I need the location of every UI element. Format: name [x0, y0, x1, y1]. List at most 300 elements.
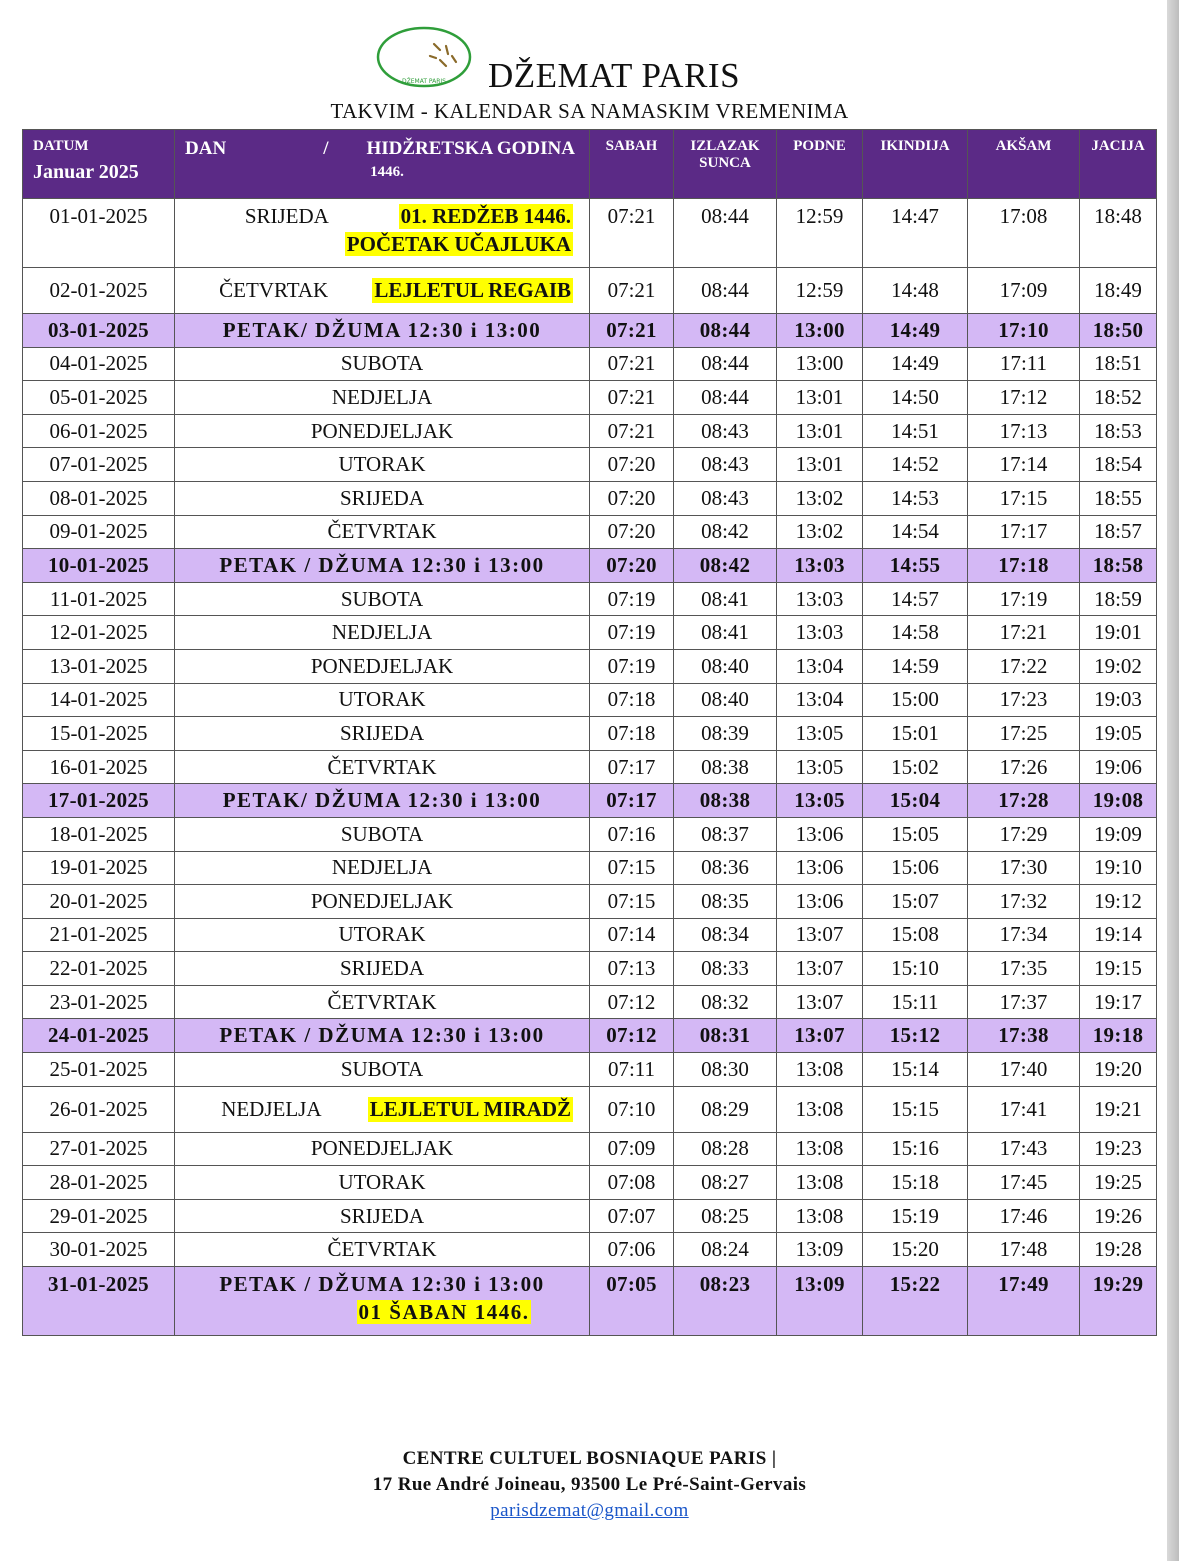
cell-date: 14-01-2025	[23, 683, 175, 717]
day-name: UTORAK	[338, 1170, 426, 1195]
cell-izlazak-sunca: 08:30	[674, 1053, 777, 1087]
cell-ikindija: 15:04	[863, 784, 968, 818]
cell-jacija: 19:23	[1080, 1132, 1157, 1166]
cell-aksam: 17:15	[968, 481, 1080, 515]
day-name: PETAK/ DŽUMA 12:30 i 13:00	[222, 788, 542, 813]
cell-sabah: 07:12	[590, 985, 674, 1019]
cell-aksam: 17:34	[968, 918, 1080, 952]
cell-aksam: 17:14	[968, 448, 1080, 482]
day-name: PONEDJELJAK	[310, 1136, 454, 1161]
cell-day	[175, 549, 590, 583]
cell-podne: 13:08	[777, 1053, 863, 1087]
cell-sabah: 07:08	[590, 1166, 674, 1200]
cell-jacija: 18:57	[1080, 515, 1157, 549]
cell-izlazak-sunca: 08:43	[674, 414, 777, 448]
cell-izlazak-sunca: 08:43	[674, 448, 777, 482]
day-name: SRIJEDA	[244, 204, 329, 228]
cell-aksam: 17:40	[968, 1053, 1080, 1087]
cell-podne: 13:05	[777, 750, 863, 784]
cell-izlazak-sunca: 08:43	[674, 481, 777, 515]
cell-day	[175, 985, 590, 1019]
day-name: ČETVRTAK	[327, 989, 437, 1014]
cell-izlazak-sunca: 08:27	[674, 1166, 777, 1200]
cell-ikindija: 15:07	[863, 885, 968, 919]
cell-date: 22-01-2025	[23, 952, 175, 986]
cell-day	[175, 414, 590, 448]
cell-jacija: 19:15	[1080, 952, 1157, 986]
cell-aksam: 17:19	[968, 582, 1080, 616]
cell-ikindija: 15:20	[863, 1233, 968, 1267]
table-row	[23, 784, 1157, 818]
day-name: ČETVRTAK	[327, 1237, 437, 1262]
event-note-2: POČETAK UČAJLUKA	[346, 232, 571, 256]
cell-date: 23-01-2025	[23, 985, 175, 1019]
cell-izlazak-sunca: 08:25	[674, 1199, 777, 1233]
cell-day	[175, 885, 590, 919]
table-row	[23, 616, 1157, 650]
cell-podne: 13:06	[777, 885, 863, 919]
cell-izlazak-sunca: 08:41	[674, 616, 777, 650]
cell-jacija: 19:21	[1080, 1086, 1157, 1132]
cell-izlazak-sunca: 08:35	[674, 885, 777, 919]
cell-izlazak-sunca: 08:41	[674, 582, 777, 616]
cell-sabah: 07:20	[590, 549, 674, 583]
cell-jacija: 19:08	[1080, 784, 1157, 818]
cell-ikindija: 14:52	[863, 448, 968, 482]
cell-day	[175, 199, 590, 268]
cell-sabah: 07:21	[590, 268, 674, 314]
day-name: PETAK / DŽUMA 12:30 i 13:00	[219, 552, 545, 577]
cell-date: 15-01-2025	[23, 717, 175, 751]
cell-ikindija: 14:59	[863, 649, 968, 683]
cell-ikindija: 14:55	[863, 549, 968, 583]
table-row	[23, 199, 1157, 268]
cell-sabah: 07:18	[590, 683, 674, 717]
cell-date: 05-01-2025	[23, 381, 175, 415]
cell-ikindija: 14:57	[863, 582, 968, 616]
day-name: SUBOTA	[340, 1056, 424, 1081]
cell-date: 26-01-2025	[23, 1086, 175, 1132]
cell-date: 09-01-2025	[23, 515, 175, 549]
table-row	[23, 414, 1157, 448]
cell-day	[175, 918, 590, 952]
cell-jacija: 18:48	[1080, 199, 1157, 268]
col-dan	[175, 130, 590, 199]
cell-ikindija: 14:49	[863, 347, 968, 381]
cell-sabah: 07:21	[590, 199, 674, 268]
cell-izlazak-sunca: 08:24	[674, 1233, 777, 1267]
cell-day	[175, 784, 590, 818]
day-name: PETAK / DŽUMA 12:30 i 13:00	[219, 1272, 545, 1297]
table-row	[23, 649, 1157, 683]
cell-date: 27-01-2025	[23, 1132, 175, 1166]
cell-sabah: 07:10	[590, 1086, 674, 1132]
table-row	[23, 1166, 1157, 1200]
cell-jacija: 18:51	[1080, 347, 1157, 381]
cell-podne: 13:02	[777, 515, 863, 549]
cell-jacija: 19:17	[1080, 985, 1157, 1019]
cell-day	[175, 314, 590, 348]
cell-aksam: 17:18	[968, 549, 1080, 583]
cell-date: 21-01-2025	[23, 918, 175, 952]
cell-day	[175, 515, 590, 549]
cell-izlazak-sunca: 08:40	[674, 649, 777, 683]
event-note: LEJLETUL REGAIB	[374, 278, 571, 302]
cell-aksam: 17:17	[968, 515, 1080, 549]
cell-sabah: 07:21	[590, 381, 674, 415]
day-name: PONEDJELJAK	[310, 418, 454, 443]
cell-date: 08-01-2025	[23, 481, 175, 515]
cell-day	[175, 1132, 590, 1166]
cell-sabah: 07:09	[590, 1132, 674, 1166]
cell-podne: 13:00	[777, 314, 863, 348]
cell-jacija: 18:53	[1080, 414, 1157, 448]
cell-izlazak-sunca: 08:28	[674, 1132, 777, 1166]
day-name: ČETVRTAK	[327, 754, 437, 779]
table-row	[23, 985, 1157, 1019]
table-row	[23, 683, 1157, 717]
cell-sabah: 07:20	[590, 515, 674, 549]
cell-sabah: 07:21	[590, 347, 674, 381]
cell-date: 02-01-2025	[23, 268, 175, 314]
cell-ikindija: 15:02	[863, 750, 968, 784]
cell-day	[175, 952, 590, 986]
cell-date: 28-01-2025	[23, 1166, 175, 1200]
cell-izlazak-sunca: 08:44	[674, 268, 777, 314]
col-sabah: SABAH	[590, 130, 674, 199]
cell-podne: 13:01	[777, 414, 863, 448]
cell-ikindija: 15:14	[863, 1053, 968, 1087]
cell-jacija: 19:28	[1080, 1233, 1157, 1267]
cell-ikindija: 14:58	[863, 616, 968, 650]
cell-ikindija: 15:15	[863, 1086, 968, 1132]
cell-ikindija: 15:12	[863, 1019, 968, 1053]
event-note: LEJLETUL MIRADŽ	[369, 1096, 571, 1121]
cell-sabah: 07:14	[590, 918, 674, 952]
cell-ikindija: 14:51	[863, 414, 968, 448]
day-name: NEDJELJA	[221, 1096, 322, 1121]
table-row	[23, 1132, 1157, 1166]
day-name: PETAK/ DŽUMA 12:30 i 13:00	[222, 317, 542, 342]
cell-izlazak-sunca: 08:40	[674, 683, 777, 717]
col-aksam: AKŠAM	[968, 130, 1080, 199]
cell-podne: 13:07	[777, 952, 863, 986]
cell-date: 19-01-2025	[23, 851, 175, 885]
cell-jacija: 18:49	[1080, 268, 1157, 314]
cell-aksam: 17:46	[968, 1199, 1080, 1233]
cell-jacija: 18:55	[1080, 481, 1157, 515]
col-jacija: JACIJA	[1080, 130, 1157, 199]
cell-podne: 13:03	[777, 549, 863, 583]
table-row	[23, 381, 1157, 415]
cell-sabah: 07:13	[590, 952, 674, 986]
cell-date: 07-01-2025	[23, 448, 175, 482]
cell-podne: 13:08	[777, 1132, 863, 1166]
cell-ikindija: 14:49	[863, 314, 968, 348]
day-name: SRIJEDA	[339, 485, 424, 510]
cell-ikindija: 15:18	[863, 1166, 968, 1200]
cell-ikindija: 14:50	[863, 381, 968, 415]
cell-jacija: 19:02	[1080, 649, 1157, 683]
day-name: ČETVRTAK	[219, 278, 329, 302]
cell-date: 01-01-2025	[23, 199, 175, 268]
cell-date: 25-01-2025	[23, 1053, 175, 1087]
cell-aksam: 17:28	[968, 784, 1080, 818]
cell-day	[175, 683, 590, 717]
hijri-year: 1446.	[370, 164, 404, 180]
cell-day	[175, 1053, 590, 1087]
cell-podne: 13:00	[777, 347, 863, 381]
cell-day	[175, 381, 590, 415]
cell-aksam: 17:22	[968, 649, 1080, 683]
cell-izlazak-sunca: 08:34	[674, 918, 777, 952]
cell-sabah: 07:19	[590, 582, 674, 616]
cell-ikindija: 15:10	[863, 952, 968, 986]
cell-ikindija: 14:53	[863, 481, 968, 515]
cell-aksam: 17:13	[968, 414, 1080, 448]
cell-sabah: 07:20	[590, 448, 674, 482]
day-name: SRIJEDA	[339, 1203, 424, 1228]
table-row	[23, 1086, 1157, 1132]
table-row	[23, 314, 1157, 348]
cell-izlazak-sunca: 08:23	[674, 1267, 777, 1336]
cell-podne: 13:03	[777, 616, 863, 650]
cell-jacija: 18:50	[1080, 314, 1157, 348]
cell-podne: 13:05	[777, 717, 863, 751]
logo-text: DŽEMAT PARIS	[402, 78, 446, 85]
day-name: NEDJELJA	[331, 620, 433, 645]
cell-date: 16-01-2025	[23, 750, 175, 784]
cell-izlazak-sunca: 08:31	[674, 1019, 777, 1053]
cell-date: 18-01-2025	[23, 817, 175, 851]
cell-jacija: 19:05	[1080, 717, 1157, 751]
table-row	[23, 885, 1157, 919]
cell-day	[175, 1086, 590, 1132]
table-row	[23, 1019, 1157, 1053]
cell-sabah: 07:05	[590, 1267, 674, 1336]
cell-sabah: 07:15	[590, 851, 674, 885]
cell-day	[175, 1267, 590, 1336]
footer-email-link[interactable]: parisdzemat@gmail.com	[490, 1500, 689, 1521]
day-name: NEDJELJA	[331, 855, 433, 880]
table-row	[23, 750, 1157, 784]
event-note: 01 ŠABAN 1446.	[358, 1300, 530, 1325]
cell-podne: 13:09	[777, 1267, 863, 1336]
cell-date: 17-01-2025	[23, 784, 175, 818]
table-row	[23, 515, 1157, 549]
prayer-times-table	[22, 129, 1157, 1336]
footer	[0, 1446, 1179, 1524]
cell-day	[175, 1166, 590, 1200]
footer-org: CENTRE CULTUEL BOSNIAQUE PARIS |	[402, 1448, 777, 1469]
day-name: PONEDJELJAK	[310, 888, 454, 913]
cell-podne: 13:07	[777, 1019, 863, 1053]
cell-izlazak-sunca: 08:44	[674, 381, 777, 415]
cell-izlazak-sunca: 08:42	[674, 515, 777, 549]
table-row	[23, 918, 1157, 952]
cell-podne: 13:02	[777, 481, 863, 515]
cell-izlazak-sunca: 08:39	[674, 717, 777, 751]
cell-aksam: 17:26	[968, 750, 1080, 784]
cell-ikindija: 15:19	[863, 1199, 968, 1233]
table-row	[23, 851, 1157, 885]
day-name: SRIJEDA	[339, 720, 424, 745]
day-name: SUBOTA	[340, 821, 424, 846]
footer-address: 17 Rue André Joineau, 93500 Le Pré-Saint-Gervais	[372, 1474, 807, 1495]
cell-izlazak-sunca: 08:33	[674, 952, 777, 986]
page-subtitle: TAKVIM - KALENDAR SA NAMASKIM VREMENIMA	[330, 99, 849, 123]
cell-date: 13-01-2025	[23, 649, 175, 683]
cell-date: 30-01-2025	[23, 1233, 175, 1267]
day-name: SUBOTA	[340, 351, 424, 376]
col-ikindija: IKINDIJA	[863, 130, 968, 199]
cell-podne: 13:09	[777, 1233, 863, 1267]
cell-sabah: 07:21	[590, 314, 674, 348]
cell-podne: 13:04	[777, 649, 863, 683]
cell-podne: 13:08	[777, 1199, 863, 1233]
col-izlazak-sunca: IZLAZAK SUNCA	[674, 130, 777, 199]
cell-izlazak-sunca: 08:37	[674, 817, 777, 851]
cell-ikindija: 15:00	[863, 683, 968, 717]
table-header-row	[23, 130, 1157, 199]
cell-date: 03-01-2025	[23, 314, 175, 348]
cell-date: 04-01-2025	[23, 347, 175, 381]
cell-aksam: 17:38	[968, 1019, 1080, 1053]
cell-aksam: 17:41	[968, 1086, 1080, 1132]
cell-date: 29-01-2025	[23, 1199, 175, 1233]
dzemat-logo	[376, 26, 472, 88]
page-edge-shadow	[1167, 0, 1179, 1561]
cell-podne: 13:08	[777, 1086, 863, 1132]
cell-ikindija: 15:22	[863, 1267, 968, 1336]
cell-jacija: 19:09	[1080, 817, 1157, 851]
cell-jacija: 19:25	[1080, 1166, 1157, 1200]
col-hijri-label	[323, 138, 575, 160]
cell-aksam: 17:09	[968, 268, 1080, 314]
cell-jacija: 19:03	[1080, 683, 1157, 717]
month-label: Januar 2025	[33, 161, 139, 183]
cell-podne: 13:04	[777, 683, 863, 717]
cell-day	[175, 268, 590, 314]
cell-sabah: 07:19	[590, 616, 674, 650]
cell-ikindija: 15:05	[863, 817, 968, 851]
cell-jacija: 19:18	[1080, 1019, 1157, 1053]
cell-sabah: 07:06	[590, 1233, 674, 1267]
cell-day	[175, 448, 590, 482]
cell-sabah: 07:15	[590, 885, 674, 919]
cell-jacija: 19:20	[1080, 1053, 1157, 1087]
day-name: SRIJEDA	[339, 956, 424, 981]
cell-izlazak-sunca: 08:38	[674, 784, 777, 818]
day-name: PETAK / DŽUMA 12:30 i 13:00	[219, 1023, 545, 1048]
day-name: UTORAK	[338, 687, 426, 712]
cell-jacija: 19:26	[1080, 1199, 1157, 1233]
col-dan-label: DAN	[185, 138, 227, 159]
cell-sabah: 07:11	[590, 1053, 674, 1087]
table-row	[23, 1199, 1157, 1233]
cell-podne: 12:59	[777, 268, 863, 314]
cell-day	[175, 1233, 590, 1267]
cell-sabah: 07:17	[590, 750, 674, 784]
cell-sabah: 07:12	[590, 1019, 674, 1053]
cell-day	[175, 817, 590, 851]
cell-aksam: 17:43	[968, 1132, 1080, 1166]
table-row	[23, 582, 1157, 616]
cell-date: 20-01-2025	[23, 885, 175, 919]
cell-ikindija: 14:54	[863, 515, 968, 549]
day-name: PONEDJELJAK	[310, 653, 454, 678]
cell-jacija: 19:06	[1080, 750, 1157, 784]
cell-sabah: 07:07	[590, 1199, 674, 1233]
cell-jacija: 19:14	[1080, 918, 1157, 952]
cell-aksam: 17:25	[968, 717, 1080, 751]
table-row	[23, 347, 1157, 381]
table-row	[23, 1233, 1157, 1267]
cell-podne: 13:08	[777, 1166, 863, 1200]
day-name: UTORAK	[338, 452, 426, 477]
cell-ikindija: 15:06	[863, 851, 968, 885]
cell-aksam: 17:37	[968, 985, 1080, 1019]
table-row	[23, 448, 1157, 482]
cell-podne: 13:07	[777, 985, 863, 1019]
org-title: DŽEMAT PARIS	[488, 56, 741, 95]
cell-day	[175, 1199, 590, 1233]
cell-izlazak-sunca: 08:44	[674, 347, 777, 381]
cell-jacija: 18:52	[1080, 381, 1157, 415]
cell-sabah: 07:18	[590, 717, 674, 751]
cell-aksam: 17:48	[968, 1233, 1080, 1267]
cell-podne: 13:03	[777, 582, 863, 616]
cell-ikindija: 15:01	[863, 717, 968, 751]
cell-sabah: 07:17	[590, 784, 674, 818]
cell-izlazak-sunca: 08:32	[674, 985, 777, 1019]
cell-ikindija: 15:11	[863, 985, 968, 1019]
cell-aksam: 17:32	[968, 885, 1080, 919]
table-row	[23, 268, 1157, 314]
cell-ikindija: 15:08	[863, 918, 968, 952]
cell-jacija: 18:54	[1080, 448, 1157, 482]
cell-aksam: 17:11	[968, 347, 1080, 381]
cell-jacija: 18:58	[1080, 549, 1157, 583]
cell-jacija: 19:29	[1080, 1267, 1157, 1336]
cell-date: 24-01-2025	[23, 1019, 175, 1053]
cell-jacija: 19:10	[1080, 851, 1157, 885]
cell-podne: 13:01	[777, 381, 863, 415]
cell-day	[175, 851, 590, 885]
cell-aksam: 17:45	[968, 1166, 1080, 1200]
cell-day	[175, 649, 590, 683]
cell-podne: 13:05	[777, 784, 863, 818]
cell-sabah: 07:21	[590, 414, 674, 448]
hijri-label: HIDŽRETSKA GODINA	[366, 138, 575, 159]
cell-podne: 12:59	[777, 199, 863, 268]
cell-izlazak-sunca: 08:38	[674, 750, 777, 784]
cell-date: 12-01-2025	[23, 616, 175, 650]
cell-izlazak-sunca: 08:44	[674, 199, 777, 268]
cell-sabah: 07:19	[590, 649, 674, 683]
cell-aksam: 17:12	[968, 381, 1080, 415]
cell-date: 11-01-2025	[23, 582, 175, 616]
day-name: ČETVRTAK	[327, 519, 437, 544]
day-name: UTORAK	[338, 922, 426, 947]
day-name: NEDJELJA	[331, 384, 433, 409]
cell-aksam: 17:23	[968, 683, 1080, 717]
col-datum	[23, 130, 175, 199]
cell-aksam: 17:29	[968, 817, 1080, 851]
cell-podne: 13:01	[777, 448, 863, 482]
cell-izlazak-sunca: 08:29	[674, 1086, 777, 1132]
cell-podne: 13:07	[777, 918, 863, 952]
